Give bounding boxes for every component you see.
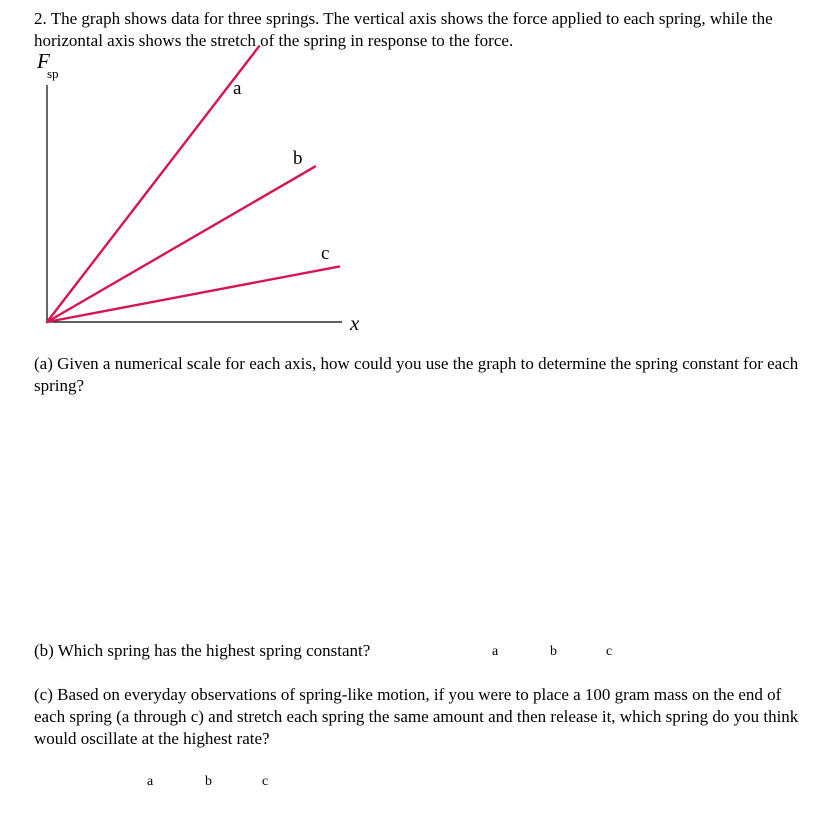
part-b-choice-c[interactable]: c (606, 644, 613, 659)
spring-line-a (47, 46, 259, 322)
spring-label-c: c (321, 243, 330, 264)
question-intro: 2. The graph shows data for three springs. The vertical axis shows the force applied to each spring, while the horizontal axis shows the stretch of the spring in response to the force. (34, 9, 773, 50)
graph-svg (0, 0, 837, 340)
part-c-choice-c[interactable]: c (262, 774, 269, 789)
spring-label-a: a (233, 78, 242, 99)
spring-force-graph (0, 0, 837, 340)
part-c-question: (c) Based on everyday observations of spring-like motion, if you were to place a 100 gram mass on the end of each spring (a through c) and stretch each spring the same amount and then release it, which spring do you think would oscillate at the highest rate? (34, 685, 799, 748)
spring-line-c (47, 267, 339, 322)
part-b-question: (b) Which spring has the highest spring constant? (34, 641, 371, 660)
part-c-choice-b[interactable]: b (205, 774, 212, 789)
spring-label-b: b (293, 148, 303, 169)
spring-line-b (47, 167, 315, 322)
part-b-choice-b[interactable]: b (550, 644, 557, 659)
y-axis-label: F (37, 49, 50, 73)
part-c-choice-a[interactable]: a (147, 774, 154, 789)
y-axis-label-subscript: sp (47, 66, 59, 81)
part-a-question: (a) Given a numerical scale for each axis, how could you use the graph to determine the spring constant for each spring? (34, 354, 799, 395)
x-axis-label: x (350, 311, 360, 335)
part-b-choice-a[interactable]: a (492, 644, 499, 659)
